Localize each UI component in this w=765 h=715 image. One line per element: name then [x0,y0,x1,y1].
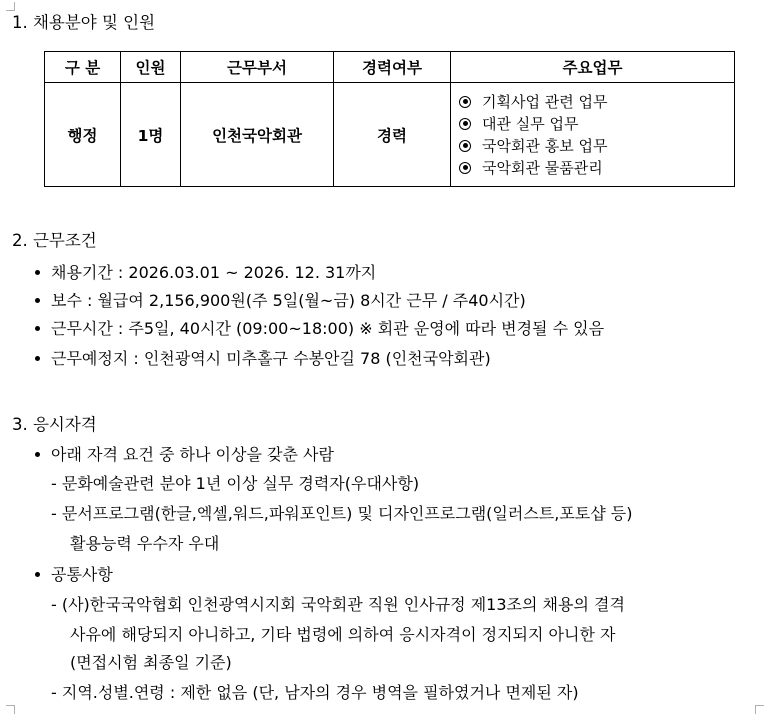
recruitment-table [44,51,735,187]
header-career: 경력여부 [334,52,451,83]
header-duties: 주요업무 [451,52,735,83]
duty-text: 국악회관 홍보 업무 [482,136,608,155]
duty-item [459,157,734,179]
bullet-icon [35,452,40,457]
qualification-item: - 문서프로그램(한글,엑셀,워드,파워포인트) 및 디자인프로그램(일러스트,포토샵 등) [51,504,633,523]
common-item: - 지역.성별.연령 : 제한 없음 (단, 남자의 경우 병역을 필하였거나 면제된 자) [51,683,579,702]
qualification-item: - 문화예술관련 분야 1년 이상 실무 경력자(우대사항) [51,474,420,493]
duty-text: 기획사업 관련 업무 [482,92,608,111]
cell-duties [451,83,735,187]
cell-category: 행정 [45,83,121,187]
radio-bullet-icon [459,140,471,152]
common-item-continued: (면접시험 최종일 기준) [70,653,232,672]
table-row [45,83,735,187]
page-corner-mark [755,705,764,714]
condition-hours: 근무시간 : 주5일, 40시간 (09:00~18:00) ※ 회관 운영에 따라 변경될 수 있음 [51,319,605,338]
radio-bullet-icon [459,96,471,108]
header-department: 근무부서 [181,52,334,83]
common-title: 공통사항 [51,565,113,584]
header-category: 구 분 [45,52,121,83]
duty-item [459,91,734,113]
radio-bullet-icon [459,162,471,174]
condition-location: 근무예정지 : 인천광역시 미추홀구 수봉안길 78 (인천국악회관) [51,349,491,368]
bullet-icon [35,356,40,361]
duty-item [459,113,734,135]
duty-text: 국악회관 물품관리 [482,158,603,177]
bullet-icon [35,326,40,331]
bullet-icon [35,270,40,275]
radio-bullet-icon [459,118,471,130]
cell-count: 1명 [121,83,181,187]
header-count: 인원 [121,52,181,83]
page-corner-mark [6,705,15,714]
bullet-icon [35,572,40,577]
common-item: - (사)한국국악협회 인천광역시지회 국악회관 직원 인사규정 제13조의 채용의 결격 [51,595,625,614]
qualification-item-continued: 활용능력 우수자 우대 [70,534,220,553]
section-1-heading: 1. 채용분야 및 인원 [12,13,156,32]
duty-item [459,135,734,157]
bullet-icon [35,298,40,303]
cell-department: 인천국악회관 [181,83,334,187]
condition-period: 채용기간 : 2026.03.01 ~ 2026. 12. 31까지 [51,263,377,282]
condition-salary: 보수 : 월급여 2,156,900원(주 5일(월~금) 8시간 근무 / 주40시간) [51,291,526,310]
cell-career: 경력 [334,83,451,187]
common-item-continued: 사유에 해당되지 아니하고, 기타 법령에 의하여 응시자격이 정지되지 아니한 자 [70,625,616,644]
section-2-heading: 2. 근무조건 [12,231,97,250]
duty-text: 대관 실무 업무 [482,114,579,133]
qualification-title: 아래 자격 요건 중 하나 이상을 갖춘 사람 [51,445,334,464]
section-3-heading: 3. 응시자격 [12,415,97,434]
table-header-row [45,52,735,83]
